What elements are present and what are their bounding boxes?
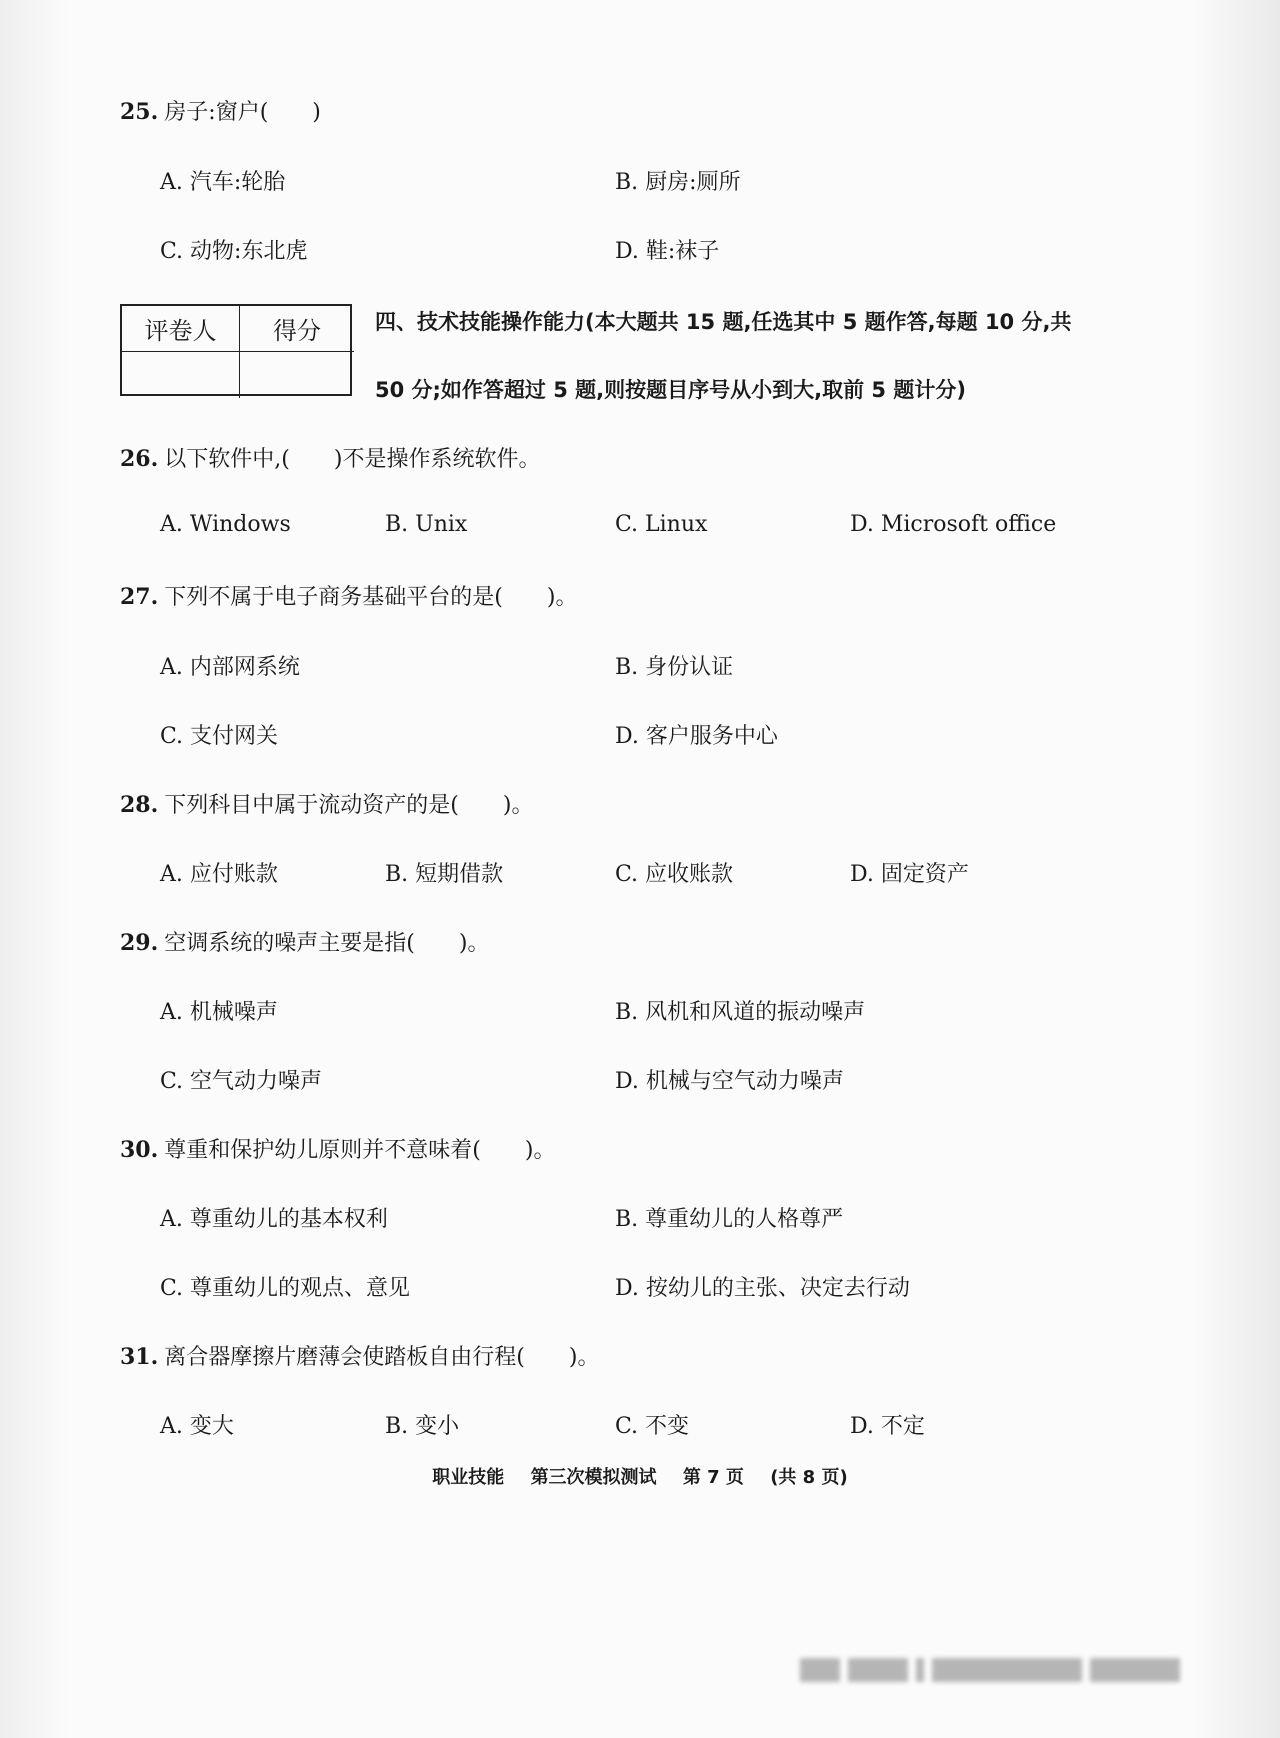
section-title-line1: 四、技术技能操作能力(本大题共 15 题,任选其中 5 题作答,每题 10 分,共 — [375, 310, 1072, 334]
question-number: 26. — [120, 446, 159, 472]
section-title-line2: 50 分;如作答超过 5 题,则按题目序号从小到大,取前 5 题计分) — [375, 378, 966, 402]
option-b: B. 尊重幼儿的人格尊严 — [615, 1207, 844, 1232]
question-number: 28. — [120, 792, 159, 818]
question-26 — [120, 442, 540, 473]
footer-total: (共 8 页) — [770, 1467, 848, 1488]
score-table — [120, 304, 352, 396]
question-number: 31. — [120, 1344, 159, 1370]
question-28 — [120, 788, 533, 819]
option-d: D. 按幼儿的主张、决定去行动 — [615, 1276, 910, 1301]
option-d: D. 固定资产 — [850, 862, 969, 887]
option-b: B. 身份认证 — [615, 655, 734, 680]
option-c: C. 动物:东北虎 — [160, 239, 308, 264]
blurred-watermark — [800, 1652, 1220, 1688]
grader-cell — [122, 352, 240, 398]
option-c: C. Linux — [615, 512, 708, 537]
question-stem: 房子:窗户( ) — [164, 100, 321, 125]
question-30 — [120, 1133, 555, 1164]
grader-label: 评卷人 — [122, 306, 240, 352]
footer-exam: 第三次模拟测试 — [530, 1467, 657, 1488]
option-b: B. 风机和风道的振动噪声 — [615, 1000, 866, 1025]
question-number: 29. — [120, 930, 159, 956]
option-d: D. 鞋:袜子 — [615, 239, 720, 264]
option-d: D. 不定 — [850, 1414, 925, 1439]
option-b: B. 变小 — [385, 1414, 460, 1439]
option-c: C. 不变 — [615, 1414, 690, 1439]
question-31 — [120, 1340, 599, 1371]
option-d: D. Microsoft office — [850, 512, 1057, 537]
option-a: A. 应付账款 — [160, 862, 278, 887]
option-a: A. Windows — [160, 512, 291, 537]
score-cell — [240, 352, 354, 398]
question-number: 27. — [120, 584, 159, 610]
question-stem: 尊重和保护幼儿原则并不意味着( )。 — [164, 1138, 556, 1163]
question-stem: 下列不属于电子商务基础平台的是( )。 — [164, 585, 578, 610]
option-c: C. 空气动力噪声 — [160, 1069, 323, 1094]
question-stem: 离合器摩擦片磨薄会使踏板自由行程( )。 — [164, 1345, 600, 1370]
score-label: 得分 — [240, 306, 354, 352]
page-footer — [0, 1463, 1280, 1489]
question-29 — [120, 926, 489, 957]
option-a: A. 机械噪声 — [160, 1000, 278, 1025]
option-a: A. 尊重幼儿的基本权利 — [160, 1207, 388, 1232]
question-stem: 下列科目中属于流动资产的是( )。 — [164, 793, 534, 818]
option-c: C. 支付网关 — [160, 724, 279, 749]
option-c: C. 应收账款 — [615, 862, 734, 887]
option-a: A. 内部网系统 — [160, 655, 300, 680]
question-25 — [120, 95, 321, 126]
option-a: A. 变大 — [160, 1414, 234, 1439]
option-c: C. 尊重幼儿的观点、意见 — [160, 1276, 411, 1301]
option-b: B. 厨房:厕所 — [615, 170, 741, 195]
question-number: 25. — [120, 99, 159, 125]
option-d: D. 机械与空气动力噪声 — [615, 1069, 844, 1094]
option-d: D. 客户服务中心 — [615, 724, 778, 749]
footer-page: 第 7 页 — [682, 1467, 744, 1488]
question-number: 30. — [120, 1137, 159, 1163]
option-b: B. 短期借款 — [385, 862, 504, 887]
question-stem: 空调系统的噪声主要是指( )。 — [164, 931, 490, 956]
option-a: A. 汽车:轮胎 — [160, 170, 286, 195]
option-b: B. Unix — [385, 512, 468, 537]
footer-subject: 职业技能 — [432, 1467, 505, 1488]
question-stem: 以下软件中,( )不是操作系统软件。 — [164, 447, 541, 472]
question-27 — [120, 580, 577, 611]
